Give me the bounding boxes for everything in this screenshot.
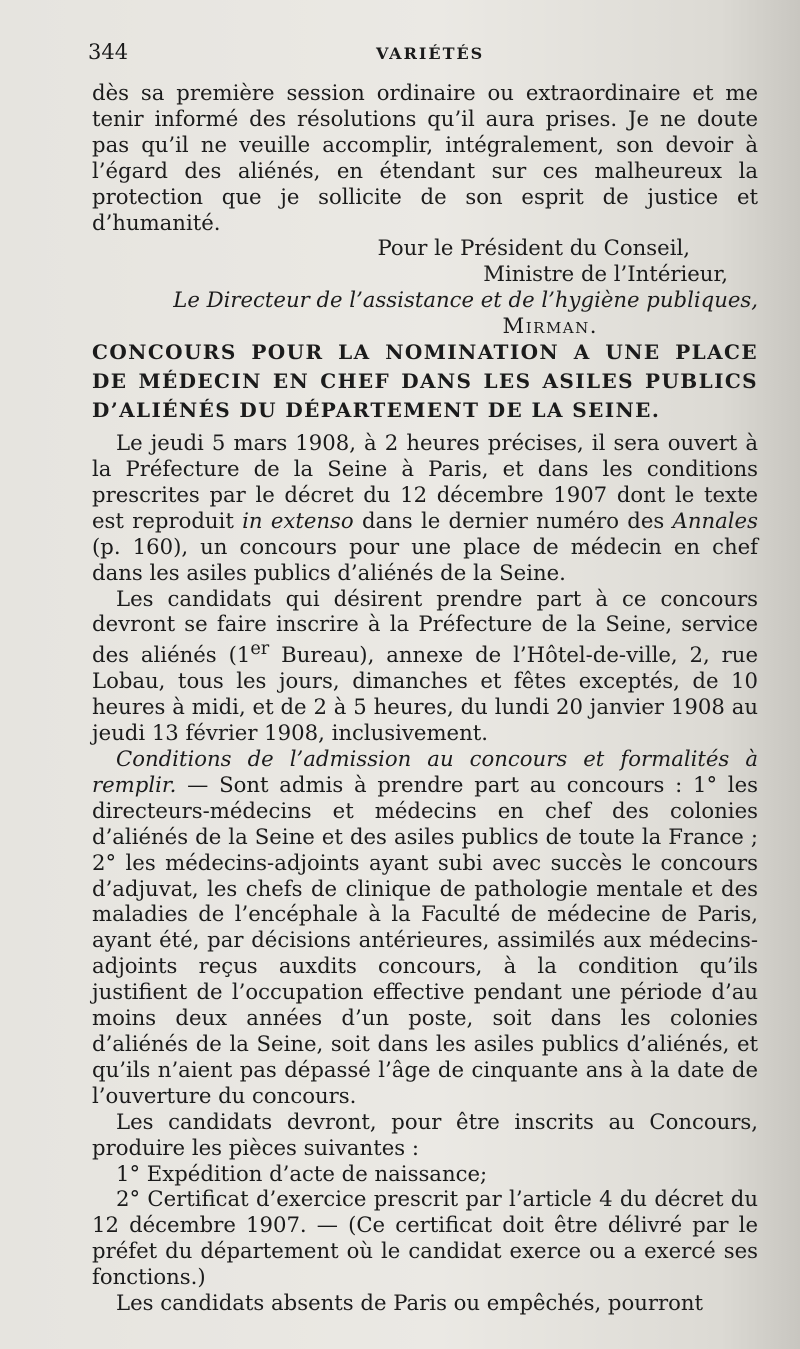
paragraph-exam-date-mid: dans le dernier numéro des xyxy=(361,507,665,533)
page-number: 344 xyxy=(88,40,129,64)
paragraph-absent-candidates: Les candidats absents de Paris ou empêchés, pourront xyxy=(116,1290,704,1316)
running-title: VARIÉTÉS xyxy=(376,44,485,63)
letter-closing-paragraph: dès sa première session ordinaire ou extraordinaire et me tenir informé des résolutions qu’il aura prises. Je ne doute pas qu’il ne veuille accomplir, intégralement, son devoir à l’égard des aliénés, en étendant sur ces malheureux la protection que je sollicite de son esprit de justice et d’humanité. xyxy=(92,80,758,235)
paragraph-registration-end: Bureau), annexe de l’Hôtel-de-ville, 2, rue Lobau, tous les jours, dimanches et fêtes exceptés, de 10 heures à midi, et de 2 à 5 heures, du lundi 20 janvier 1908 au jeudi 13 février 1908, inclusivement. xyxy=(92,642,758,746)
conditions-text: — Sont admis à prendre part au concours : 1° les directeurs-médecins et médecins en chef des colonies d’aliénés de la Seine et des asiles publics de toute la France ; 2° les médecins-adjoints ayant subi avec succès le concours d’adjuvat, les chefs de clinique de pathologie mentale et des maladies de l’encéphale à la Faculté de médecine de Paris, ayant été, par décisions antérieures, assimilés aux médecins-adjoints reçus auxdits concours, à la condition qu’ils justifient de l’occupation effective pendant une période d’au moins deux années d’un poste, soit dans les colonies d’aliénés de la Seine, soit dans les asiles publics d’aliénés, et qu’ils n’aient pas dépassé l’âge de cinquante ans à la date de l’ouverture du concours. xyxy=(92,771,758,1108)
document-item-2: 2° Certificat d’exercice prescrit par l’article 4 du décret du 12 décembre 1907. — (Ce certificat doit être délivré par le préfet du département où le candidat exerce ou a exercé ses fonctions.) xyxy=(92,1186,758,1290)
signature-line-2: Ministre de l’Intérieur, xyxy=(483,261,728,287)
section-heading xyxy=(92,339,758,426)
signature-line-3: Le Directeur de l’assistance et de l’hygiène publiques, xyxy=(173,287,758,313)
document-item-1: 1° Expédition d’acte de naissance; xyxy=(116,1160,488,1186)
page-header xyxy=(88,40,760,70)
signature-name: Mirman. xyxy=(502,313,598,339)
paragraph-exam-date-end: (p. 160), un concours pour une place de médecin en chef dans les asiles publics d’aliénés de la Seine. xyxy=(92,533,758,585)
section-heading-text: CONCOURS POUR LA NOMINATION A UNE PLACE DE MÉDECIN EN CHEF DANS LES ASILES PUBLICS D’ALIÉNÉS DU DÉPARTEMENT DE LA SEINE. xyxy=(92,340,758,423)
paragraph-exam-date xyxy=(92,430,758,585)
italic-annales: Annales xyxy=(672,507,758,533)
paragraph-documents: Les candidats devront, pour être inscrits au Concours, produire les pièces suivantes : xyxy=(92,1108,758,1160)
conditions-title: Conditions de l’admission au concours et formalités à remplir. xyxy=(92,746,758,797)
paragraph-conditions xyxy=(92,746,758,1109)
paragraph-exam-date-start: Le jeudi 5 mars 1908, à 2 heures précises, il sera ouvert à la Préfecture de la Seine à Paris, et dans les conditions prescrites par le décret du 12 décembre 1907 dont le texte est reproduit xyxy=(92,430,758,533)
paragraph-registration xyxy=(92,586,758,747)
superscript-er: er xyxy=(250,639,270,660)
paragraph-registration-start: Les candidats qui désirent prendre part à ce concours devront se faire inscrire à la Préfecture de la Seine, service des aliénés (1 xyxy=(92,585,758,668)
italic-in-extenso: in extenso xyxy=(242,507,354,533)
page-body xyxy=(92,80,758,1316)
signature-line-1: Pour le Président du Conseil, xyxy=(377,235,690,261)
